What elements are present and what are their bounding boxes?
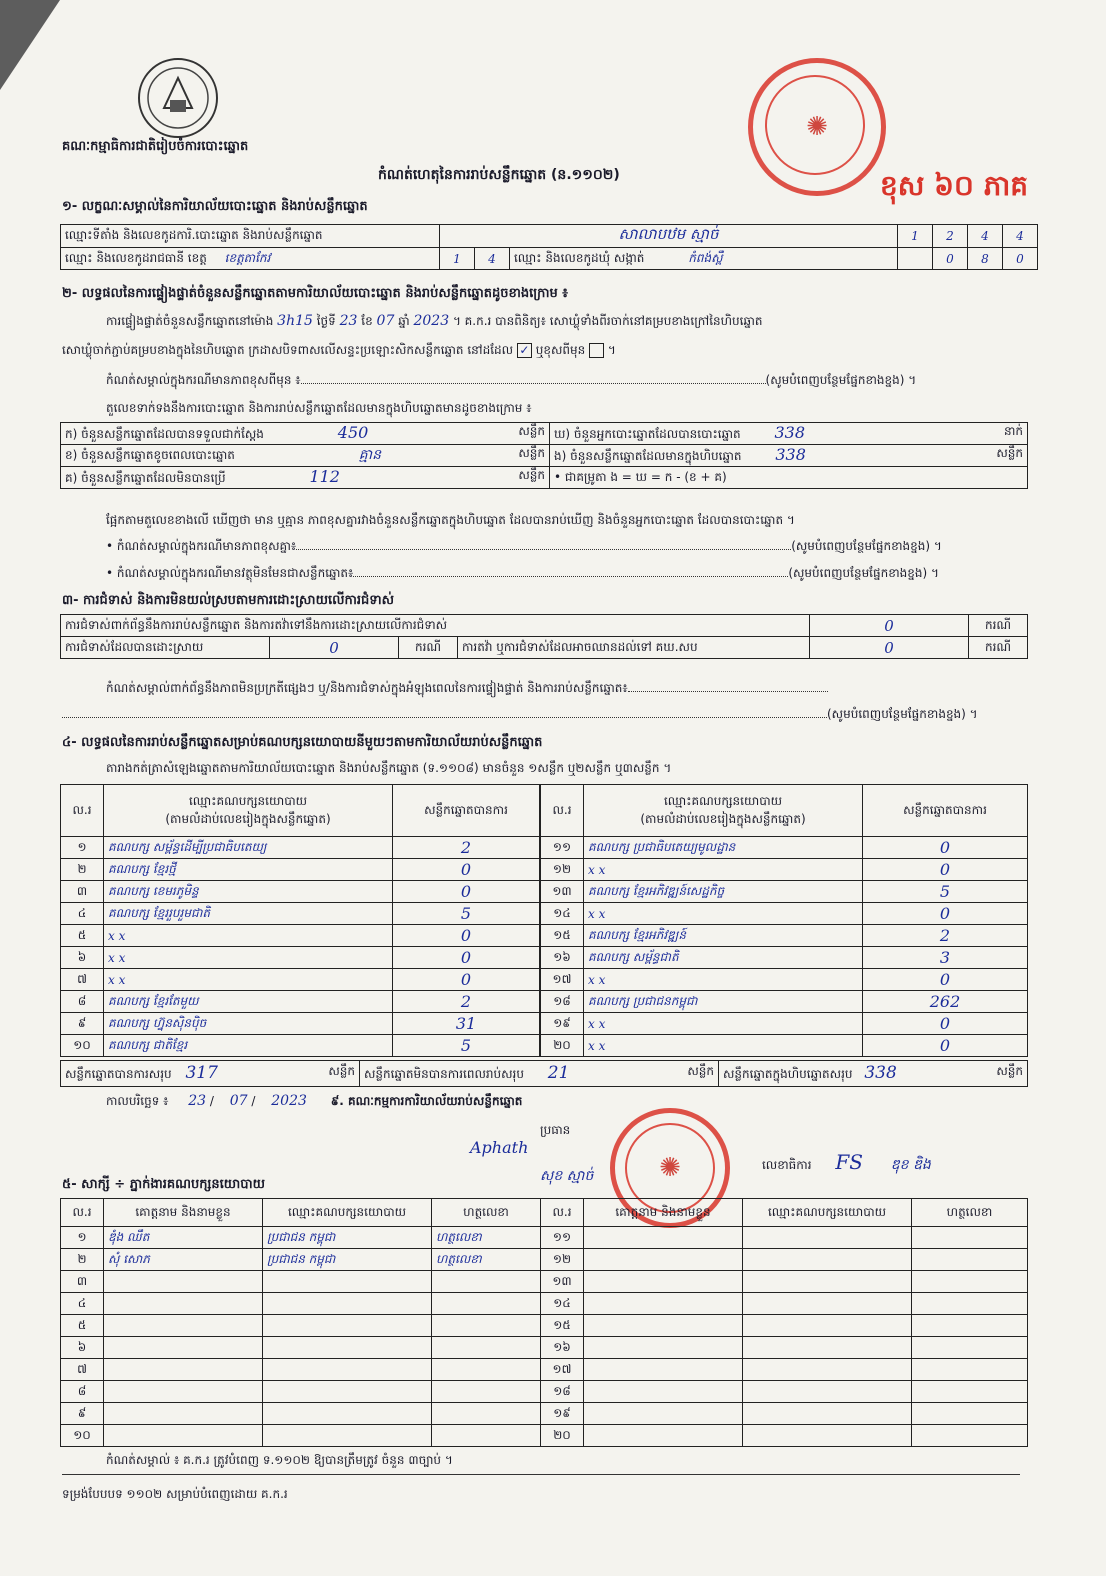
party-name: x x	[584, 969, 863, 991]
witness-signature	[432, 1425, 541, 1447]
row-number: ២	[61, 859, 104, 881]
stamp-emblem-icon: ✺	[806, 112, 828, 142]
row-number: ១៩	[541, 1013, 584, 1035]
witness-party	[743, 1271, 912, 1293]
voters-count: 338	[774, 423, 805, 442]
witness-row	[61, 1315, 1028, 1337]
witness-signature	[912, 1249, 1028, 1271]
unit-label: ករណី	[969, 637, 1028, 659]
result-row	[61, 881, 540, 903]
commune-code-digit: 8	[968, 248, 1003, 270]
witness-name	[584, 1293, 743, 1315]
row-number: ៨	[61, 991, 104, 1013]
section3-title: ៣- ការជំទាស់ និងការមិនយល់ស្របតាមការដោះស្រាយលើការជំទាស់	[62, 593, 394, 608]
col-no: ល.រ	[61, 785, 104, 837]
odd-note-row: • កំណត់សម្គាល់ក្នុងករណីមានវត្ថុមិនមែនជាសន្លឹកឆ្នោត៖ (សូមបំពេញបន្ថែមផ្នែកខាងខ្នង) ។	[106, 566, 939, 580]
col-no: ល.រ	[541, 1199, 584, 1227]
party-votes: 2	[393, 991, 540, 1013]
row-number: ៤	[61, 903, 104, 925]
total-invalid: 21	[547, 1063, 570, 1083]
result-row	[61, 1035, 540, 1057]
party-votes: 5	[393, 1035, 540, 1057]
row2-commune: ឈ្មោះ និងលេខកូដឃុំ សង្កាត់ កំពង់ស្ពឺ	[510, 248, 898, 270]
row-number: ១៣	[541, 881, 584, 903]
result-row	[61, 969, 540, 991]
party-name: x x	[104, 947, 393, 969]
totals-table	[60, 1060, 1028, 1087]
party-name: គណបក្ស ខ្មែរអភិវឌ្ឍន៍សេដ្ឋកិច្ច	[584, 881, 863, 903]
witness-signature	[912, 1271, 1028, 1293]
witness-name	[104, 1271, 263, 1293]
party-name: គណបក្ស ហ្វ៊ុនស៊ិនប៉ិច	[104, 1013, 393, 1035]
witness-name	[104, 1337, 263, 1359]
result-row	[541, 969, 1028, 991]
formula-row: • ជាគម្រូតា ង = ឃ = ក - (ខ + គ)	[550, 467, 1028, 489]
section4-intro: តារាងកត់ត្រាសំឡេងឆ្នោតតាមការិយាល័យបោះឆ្នោត និងរាប់សន្លឹកឆ្នោត (ទ.១១០៨) មានចំនួន ១សន្លឹក ឬ២សន្លឹក ឬ៣សន្លឹក ។	[106, 761, 672, 775]
stamp-annotation	[700, 60, 910, 62]
result-row	[541, 947, 1028, 969]
witness-signature	[432, 1337, 541, 1359]
party-votes: 0	[393, 859, 540, 881]
date-month: 07	[229, 1093, 248, 1109]
result-row	[541, 837, 1028, 859]
row-number: ៨	[61, 1381, 104, 1403]
row-number: ១៥	[541, 925, 584, 947]
org-name: គណៈកម្មាធិការជាតិរៀបចំការបោះឆ្នោត	[62, 139, 249, 154]
witness-signature	[432, 1403, 541, 1425]
code-digit: 1	[898, 225, 933, 248]
ballots-in-box: 338	[775, 445, 806, 464]
row-number: ១៦	[541, 1337, 584, 1359]
row-number: ៤	[61, 1293, 104, 1315]
result-row	[541, 903, 1028, 925]
total-valid-cell: សន្លឹកឆ្នោតបានការសរុប 317 សន្លឹក	[61, 1061, 360, 1087]
witness-party	[743, 1249, 912, 1271]
witness-name	[104, 1381, 263, 1403]
witness-name	[584, 1381, 743, 1403]
verify-line2: សោឃ្លុំចាក់ភ្ជាប់គម្របខាងក្នុងនៃហិបឆ្នោត ក្រដាសបិទពាសលើសន្ទះប្រឡោះសិកសន្លឹកឆ្នោត នៅដដែល ✓ ឬខុសពីមុន ។	[62, 343, 616, 357]
witness-row	[61, 1293, 1028, 1315]
results-table-left	[60, 784, 540, 1057]
witness-name	[584, 1425, 743, 1447]
witness-party	[263, 1359, 432, 1381]
party-name: គណបក្ស ខ្មែរអភិវឌ្ឍន៍	[584, 925, 863, 947]
row2-label: ឈ្មោះ និងលេខកូដរាជធានី ខេត្ត ខេត្តតាកែវ	[61, 248, 440, 270]
official-stamp-top	[748, 58, 886, 196]
row-number: ១៤	[541, 903, 584, 925]
witness-name	[584, 1227, 743, 1249]
date-day: 23	[188, 1093, 207, 1109]
witness-name	[104, 1403, 263, 1425]
row-number: ១	[61, 1227, 104, 1249]
party-name: x x	[584, 903, 863, 925]
objection-count: 0	[810, 615, 969, 637]
party-votes: 3	[863, 947, 1028, 969]
row-number: ១១	[541, 837, 584, 859]
party-votes: 2	[863, 925, 1028, 947]
witness-party	[263, 1315, 432, 1337]
witness-row	[61, 1337, 1028, 1359]
result-row	[61, 859, 540, 881]
witness-row	[61, 1403, 1028, 1425]
party-votes: 0	[393, 925, 540, 947]
party-votes: 0	[393, 969, 540, 991]
witness-name	[104, 1315, 263, 1337]
witness-party	[263, 1293, 432, 1315]
stamp-handwriting: ខុស ៦០ ភាគ	[880, 169, 1029, 202]
total-valid: 317	[185, 1063, 218, 1083]
total-box-cell: សន្លឹកឆ្នោតក្នុងហិបឆ្នោតសរុប 338 សន្លឹក	[719, 1061, 1028, 1087]
result-row	[541, 859, 1028, 881]
emblem-icon	[140, 60, 216, 136]
row-number: ១១	[541, 1227, 584, 1249]
witness-signature	[912, 1359, 1028, 1381]
col-no: ល.រ	[541, 785, 584, 837]
witness-signature	[912, 1315, 1028, 1337]
row-number: ៦	[61, 947, 104, 969]
witness-name	[584, 1359, 743, 1381]
witness-party	[263, 1271, 432, 1293]
witness-name	[104, 1359, 263, 1381]
secretary-row: លេខាធិការ FS ឌុខ ឌិង	[762, 1150, 931, 1174]
witness-signature	[912, 1403, 1028, 1425]
party-name: គណបក្ស ខ្មែររួបរួមជាតិ	[104, 903, 393, 925]
count-row-c: គ) ចំនួនសន្លឹកឆ្នោតដែលមិនបានប្រើ 112 សន្លឹក	[61, 467, 550, 489]
col-party: ឈ្មោះគណបក្សនយោបាយ (តាមលំដាប់លេខរៀងក្នុងសន្លឹកឆ្នោត)	[104, 785, 393, 837]
irregularity-note: កំណត់សម្គាល់ពាក់ព័ន្ធនឹងភាពមិនប្រក្រតីផ្សេងៗ ឬ/និងការជំទាស់ក្នុងអំឡុងពេលនៃការផ្ទៀងផ្ទាត់ និងការរាប់សន្លឹកឆ្នោត៖	[106, 680, 1036, 698]
witness-party	[263, 1403, 432, 1425]
witness-name	[584, 1271, 743, 1293]
secretary-signature: FS	[835, 1150, 863, 1174]
witness-party	[743, 1403, 912, 1425]
appeal-label: ការតវ៉ា ឬការជំទាស់ដែលអាចឈានដល់ទៅ គឃ.សប	[458, 637, 810, 659]
verify-time: 3h15	[277, 313, 313, 329]
party-name: គណបក្ស ខេមរភូមិន្ទ	[104, 881, 393, 903]
col-signature: ហត្ថលេខា	[912, 1199, 1028, 1227]
row-number: ៩	[61, 1403, 104, 1425]
col-signature: ហត្ថលេខា	[432, 1199, 541, 1227]
result-row	[61, 947, 540, 969]
section4-title: ៤- លទ្ធផលនៃការរាប់សន្លឹកឆ្នោតសម្រាប់គណបក្សនយោបាយនីមួយៗតាមការិយាល័យរាប់សន្លឹកឆ្នោត	[62, 735, 543, 750]
party-votes: 0	[863, 859, 1028, 881]
count-row-a: ក) ចំនួនសន្លឹកឆ្នោតដែលបានទទួលជាក់ស្តែង 450 សន្លឹក	[61, 423, 550, 445]
col-party: ឈ្មោះគណបក្សនយោបាយ	[743, 1199, 912, 1227]
col-votes: សន្លឹកឆ្នោតបានការ	[863, 785, 1028, 837]
nec-emblem-logo	[138, 58, 218, 138]
row-number: ២០	[541, 1035, 584, 1057]
witness-name	[584, 1315, 743, 1337]
party-name: គណបក្ស សម្ព័ន្ធជាតិ	[584, 947, 863, 969]
row-number: ១០	[61, 1035, 104, 1057]
witness-party	[263, 1425, 432, 1447]
row-number: ១៩	[541, 1403, 584, 1425]
ballots-spoiled: គ្មាន	[358, 447, 381, 463]
verify-year: 2023	[413, 313, 450, 329]
col-name: គោត្តនាម និងនាមខ្លួន	[104, 1199, 263, 1227]
code-digit: 2	[933, 225, 968, 248]
footer-divider	[62, 1474, 1020, 1475]
section1-title: ១- លក្ខណៈសម្គាល់នៃការិយាល័យបោះឆ្នោត និងរាប់សន្លឹកឆ្នោត	[62, 199, 368, 214]
witness-name	[104, 1293, 263, 1315]
witness-party	[743, 1293, 912, 1315]
party-name: គណបក្ស សម្ព័ន្ធដើម្បីប្រជាធិបតេយ្យ	[104, 837, 393, 859]
witness-row	[61, 1359, 1028, 1381]
result-row	[61, 991, 540, 1013]
party-votes: 0	[863, 1035, 1028, 1057]
party-name: គណបក្ស ខ្មែរថ្មី	[104, 859, 393, 881]
row-number: ៥	[61, 1315, 104, 1337]
date-row: កាលបរិច្ឆេទ ៖ 23 / 07 / 2023 ៩. គណៈកម្មការការិយាល័យរាប់សន្លឹកឆ្នោត	[106, 1093, 523, 1109]
witness-name	[584, 1249, 743, 1271]
appeal-count: 0	[810, 637, 969, 659]
row-number: ៦	[61, 1337, 104, 1359]
total-invalid-cell: សន្លឹកឆ្នោតមិនបានការពេលរាប់សរុប 21 សន្លឹក	[360, 1061, 719, 1087]
section1-table	[60, 224, 1038, 270]
row-number: ១០	[61, 1425, 104, 1447]
col-name: គោត្តនាម និងនាមខ្លួន	[584, 1199, 743, 1227]
result-row	[541, 1035, 1028, 1057]
party-name: x x	[584, 1013, 863, 1035]
row-number: ១៨	[541, 1381, 584, 1403]
party-votes: 0	[863, 903, 1028, 925]
witness-signature	[912, 1381, 1028, 1403]
party-votes: 0	[863, 969, 1028, 991]
row-number: ១៥	[541, 1315, 584, 1337]
party-name: គណបក្ស ខ្មែរតែមួយ	[104, 991, 393, 1013]
witness-signature	[432, 1293, 541, 1315]
unit-label: ករណី	[399, 637, 458, 659]
objection-row2-label: ការជំទាស់ដែលបានដោះស្រាយ	[61, 637, 270, 659]
row-number: ៥	[61, 925, 104, 947]
witness-party	[743, 1425, 912, 1447]
witness-row	[61, 1227, 1028, 1249]
row-number: ១៤	[541, 1293, 584, 1315]
witness-party	[743, 1381, 912, 1403]
row1-label: ឈ្មោះទីតាំង និងលេខកូដការិ.បោះឆ្នោត និងរាប់សន្លឹកឆ្នោត	[61, 225, 440, 248]
witness-signature	[912, 1293, 1028, 1315]
ballots-received: 450	[337, 423, 369, 442]
party-votes: 5	[863, 881, 1028, 903]
row-number: ១៦	[541, 947, 584, 969]
verify-line1: ការផ្ទៀងផ្ទាត់ចំនួនសន្លឹកឆ្នោតនៅម៉ោង 3h15 ថ្ងៃទី 23 ខែ 07 ឆ្នាំ 2023 ។ គ.ក.រ បានពិនិត្យ៖ សោឃ្លុំទាំងពីរចាក់នៅគម្របខាងក្រៅនៃហិបឆ្នោត	[106, 313, 763, 329]
date-year: 2023	[271, 1093, 307, 1109]
result-row	[541, 991, 1028, 1013]
party-votes: 31	[393, 1013, 540, 1035]
president-label: ប្រធាន	[540, 1123, 571, 1137]
witness-party	[263, 1337, 432, 1359]
difference-line: ផ្អែកតាមតួលេខខាងលើ ឃើញថា មាន ឬគ្មាន ភាពខុសគ្នារវាងចំនួនសន្លឹកឆ្នោតក្នុងហិបឆ្នោត ដែលបានរាប់ឃើញ និងចំនួនអ្នកបោះឆ្នោត ដែលបានបោះឆ្នោត ។	[106, 513, 795, 527]
same-checkbox[interactable]: ✓	[517, 343, 532, 358]
president-signature: Aphath	[470, 1138, 529, 1157]
unit-label: ករណី	[969, 615, 1028, 637]
party-votes: 5	[393, 903, 540, 925]
witness-party	[743, 1359, 912, 1381]
row-number: ១៣	[541, 1271, 584, 1293]
witness-party	[263, 1381, 432, 1403]
witness-party: ប្រជាជន កម្ពុជា	[263, 1227, 432, 1249]
president-name: សុខ ស្មាច់	[540, 1168, 594, 1184]
province-value: ខេត្តតាកែវ	[224, 250, 271, 265]
witness-signature	[432, 1315, 541, 1337]
results-table-right	[540, 784, 1028, 1057]
section5-title: ៥- សាក្សី ÷ ភ្នាក់ងារគណបក្សនយោបាយ	[62, 1177, 265, 1192]
party-votes: 0	[863, 837, 1028, 859]
witness-signature	[432, 1359, 541, 1381]
party-name: គណបក្ស ប្រជាធិបតេយ្យមូលដ្ឋាន	[584, 837, 863, 859]
footer-text: ទម្រង់បែបបទ ១១០២ សម្រាប់បំពេញដោយ គ.ក.រ	[62, 1487, 288, 1501]
resolved-count: 0	[270, 637, 399, 659]
col-party: ឈ្មោះគណបក្សនយោបាយ	[263, 1199, 432, 1227]
party-name: x x	[584, 859, 863, 881]
witness-name: ឌុំង ឈឹត	[104, 1227, 263, 1249]
different-checkbox[interactable]	[589, 343, 604, 358]
diff-note-row: • កំណត់សម្គាល់ក្នុងករណីមានភាពខុសគ្នា៖ (សូមបំពេញបន្ថែមផ្នែកខាងខ្នង) ។	[106, 539, 942, 553]
witness-signature	[912, 1425, 1028, 1447]
party-votes: 2	[393, 837, 540, 859]
province-code-digit: 4	[475, 248, 510, 270]
party-name: x x	[104, 925, 393, 947]
result-row	[61, 903, 540, 925]
col-party: ឈ្មោះគណបក្សនយោបាយ (តាមលំដាប់លេខរៀងក្នុងសន្លឹកឆ្នោត)	[584, 785, 863, 837]
committee-label: ៩. គណៈកម្មការការិយាល័យរាប់សន្លឹកឆ្នោត	[330, 1094, 523, 1108]
party-votes: 262	[863, 991, 1028, 1013]
witness-party	[743, 1315, 912, 1337]
count-intro: តួលេខទាក់ទងនឹងការបោះឆ្នោត និងការរាប់សន្លឹកឆ្នោតដែលមានក្នុងហិបឆ្នោតមានដូចខាងក្រោម ៖	[106, 401, 532, 415]
result-row	[541, 925, 1028, 947]
result-row	[61, 925, 540, 947]
witness-name	[584, 1337, 743, 1359]
row-number: ៣	[61, 1271, 104, 1293]
witness-signature: ហត្ថលេខា	[432, 1227, 541, 1249]
col-no: ល.រ	[61, 1199, 104, 1227]
change-note-row: កំណត់សម្គាល់ក្នុងករណីមានភាពខុសពីមុន ៖ (សូមបំពេញបន្ថែមផ្នែកខាងខ្នង) ។	[106, 373, 917, 387]
row-number: ៩	[61, 1013, 104, 1035]
witness-signature	[912, 1337, 1028, 1359]
row-number: ១៧	[541, 1359, 584, 1381]
total-box: 338	[864, 1063, 897, 1083]
witness-name	[104, 1425, 263, 1447]
row-number: ១២	[541, 859, 584, 881]
witness-signature: ហត្ថលេខា	[432, 1249, 541, 1271]
row-number: ៣	[61, 881, 104, 903]
verify-month: 07	[376, 313, 395, 329]
witness-name: សុំ សោភ	[104, 1249, 263, 1271]
witness-row	[61, 1271, 1028, 1293]
row-number: ៧	[61, 1359, 104, 1381]
verify-day: 23	[339, 313, 358, 329]
witness-signature	[432, 1381, 541, 1403]
row-number: ១៧	[541, 969, 584, 991]
witness-row	[61, 1425, 1028, 1447]
secretary-name: ឌុខ ឌិង	[890, 1157, 931, 1173]
commune-code-digit: 0	[933, 248, 968, 270]
result-row	[541, 1013, 1028, 1035]
stamp-emblem-icon: ✺	[659, 1153, 681, 1183]
objection-row1-label: ការជំទាស់ពាក់ព័ន្ធនឹងការរាប់សន្លឹកឆ្នោត និងការតវ៉ាទៅនឹងការដោះស្រាយលើការជំទាស់	[61, 615, 810, 637]
party-name: គណបក្ស ជាតិខ្មែរ	[104, 1035, 393, 1057]
result-row	[61, 1013, 540, 1035]
row-number: ២	[61, 1249, 104, 1271]
witness-party	[743, 1337, 912, 1359]
witness-table	[60, 1198, 1028, 1447]
form-title: កំណត់ហេតុនៃការរាប់សន្លឹកឆ្នោត (ន.១១០២)	[378, 167, 620, 183]
row-number: ១	[61, 837, 104, 859]
section2-title: ២- លទ្ធផលនៃការផ្ទៀងផ្ទាត់ចំនួនសន្លឹកឆ្នោតតាមការិយាល័យបោះឆ្នោត និងរាប់សន្លឹកឆ្នោតដូចខាងក្រោម ៖	[62, 286, 568, 301]
party-name: x x	[104, 969, 393, 991]
irregularity-note-line2: (សូមបំពេញបន្ថែមផ្នែកខាងខ្នង) ។	[62, 706, 1037, 724]
count-row-d: ឃ) ចំនួនអ្នកបោះឆ្នោតដែលបានបោះឆ្នោត 338 នាក់	[550, 423, 1028, 445]
row-number: ៧	[61, 969, 104, 991]
province-code-digit: 1	[440, 248, 475, 270]
party-name: គណបក្ស ប្រជាជនកម្ពុជា	[584, 991, 863, 1013]
code-digit: 4	[1003, 225, 1038, 248]
row-number: ១២	[541, 1249, 584, 1271]
count-row-b: ខ) ចំនួនសន្លឹកឆ្នោតខូចពេលបោះឆ្នោត គ្មាន សន្លឹក	[61, 445, 550, 467]
witness-party	[743, 1227, 912, 1249]
witness-party: ប្រជាជន កម្ពុជា	[263, 1249, 432, 1271]
party-name: x x	[584, 1035, 863, 1057]
code-digit: 4	[968, 225, 1003, 248]
footnote: កំណត់សម្គាល់ ៖ គ.ក.រ ត្រូវបំពេញ ទ.១១០២ ឱ្យបានត្រឹមត្រូវ ចំនួន ៣ច្បាប់ ។	[106, 1453, 453, 1467]
result-row	[61, 837, 540, 859]
col-votes: សន្លឹកឆ្នោតបានការ	[393, 785, 540, 837]
witness-row	[61, 1381, 1028, 1403]
party-votes: 0	[393, 947, 540, 969]
party-votes: 0	[863, 1013, 1028, 1035]
row-number: ១៨	[541, 991, 584, 1013]
count-row-e: ង) ចំនួនសន្លឹកឆ្នោតដែលមានក្នុងហិបឆ្នោត 338 សន្លឹក	[550, 445, 1028, 467]
commune-code-digit: 0	[1003, 248, 1038, 270]
objection-table	[60, 614, 1028, 659]
result-row	[541, 881, 1028, 903]
witness-row	[61, 1249, 1028, 1271]
count-table	[60, 422, 1028, 489]
row-number: ២០	[541, 1425, 584, 1447]
witness-signature	[432, 1271, 541, 1293]
folded-corner	[0, 0, 60, 90]
row1-value: សាលាបឋម ស្មាច់	[440, 225, 898, 248]
witness-name	[584, 1403, 743, 1425]
witness-signature	[912, 1227, 1028, 1249]
commune-value: កំពង់ស្ពឺ	[688, 250, 723, 265]
ballots-unused: 112	[309, 467, 340, 486]
party-votes: 0	[393, 881, 540, 903]
